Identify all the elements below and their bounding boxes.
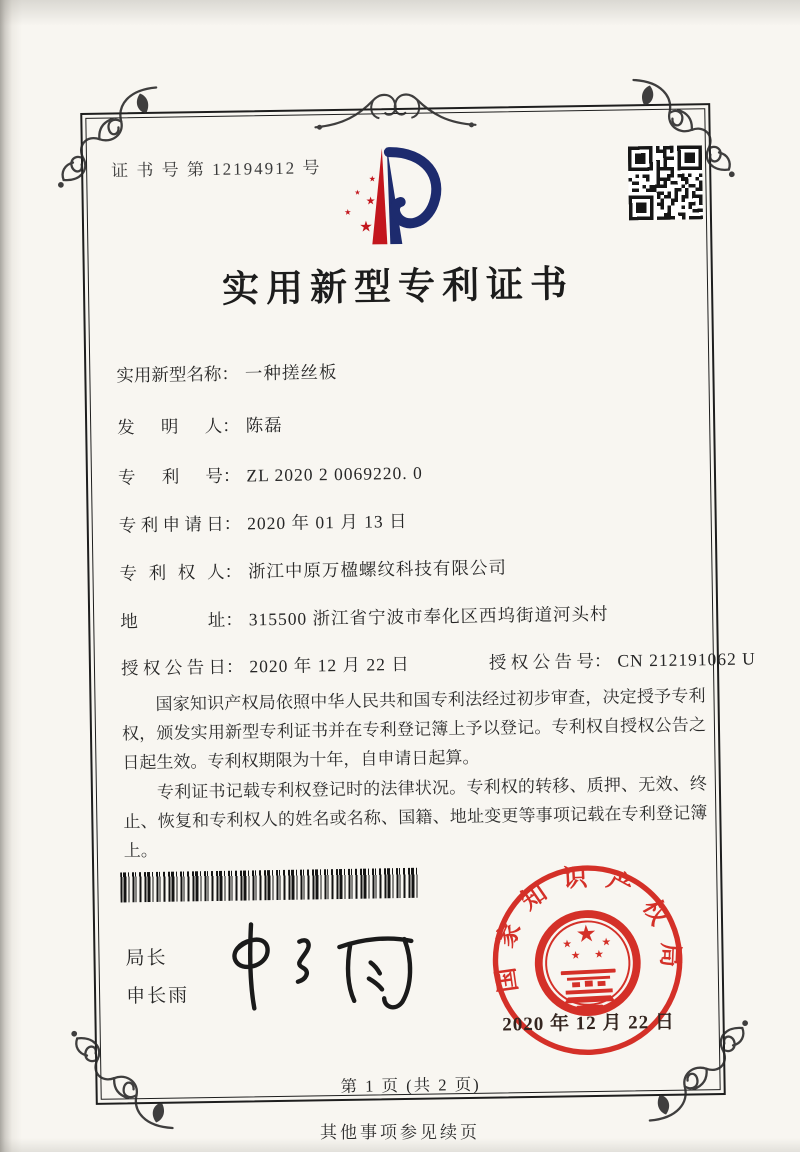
field-row-address [120,599,704,633]
barcode [120,868,418,903]
field-value: 一种搓丝板 [244,362,338,384]
star-icon: ★ [601,935,612,949]
colon: ： [225,656,244,677]
star-icon: ★ [368,174,376,184]
handwritten-signature [207,912,439,1016]
field-label: 发明人 [117,415,223,438]
field-value: CN 212191062 U [617,648,757,671]
qr-code [628,145,703,220]
certificate-title: 实用新型专利证书 [221,264,575,311]
page-indicator: 第 1 页 (共 2 页) [340,1074,481,1097]
field-row-inventor [117,405,701,439]
colon: ： [223,513,242,534]
field-row-patent-no [118,455,702,489]
seal-ring-text: 国家知识产权局 [490,863,684,994]
cnipa-logo-icon [320,135,452,262]
colon: ： [224,561,243,582]
official-seal [488,861,687,1060]
legal-paragraph-2: 专利证书记载专利权登记时的法律状况。专利权的转移、质押、无效、终止、恢复和专利权人的姓名或名称、国籍、地址变更等事项记载在专利登记簿上。 [123,773,708,861]
legal-text [121,681,708,866]
top-center-flourish-icon [309,81,482,136]
star-icon: ★ [344,207,352,217]
field-label: 实用新型名称 [116,363,222,386]
field-label: 专利申请日 [118,513,224,536]
field-value: 浙江中原万楹螺纹科技有限公司 [247,557,508,582]
certificate-border-frame [80,103,757,1105]
colon: ： [222,465,241,486]
grant-number-group [489,645,756,674]
star-icon: ★ [359,217,373,236]
field-row-patentee [119,551,703,585]
colon: ： [222,415,240,436]
field-value: 2020 年 01 月 13 日 [247,510,408,534]
continuation-note: 其他事项参见续页 [320,1123,480,1142]
signer-name: 申长雨 [125,985,190,1008]
star-icon: ★ [593,947,605,961]
star-icon: ★ [575,919,598,949]
star-icon: ★ [354,188,361,197]
colon: ： [221,363,240,384]
field-value: ZL 2020 2 0069220. 0 [246,462,423,486]
seal-date: 2020 年 12 月 22 日 [502,1011,676,1036]
field-value: 陈磊 [245,414,283,436]
field-label: 专利权人 [119,561,225,584]
field-row-name [116,353,700,387]
field-label: 地址 [120,609,226,632]
field-label: 专利号 [117,465,224,488]
star-icon: ★ [562,937,573,951]
star-icon: ★ [365,194,376,208]
signer-block [125,939,189,1016]
signer-title: 局长 [125,947,168,970]
star-icon: ★ [570,948,581,963]
field-row-filing-date [119,503,703,537]
colon: ： [225,609,243,630]
field-value: 315500 浙江省宁波市奉化区西坞街道河头村 [248,603,609,630]
field-label: 授权公告日 [120,656,227,679]
field-row-grant [120,646,757,680]
legal-paragraph-1: 国家知识产权局依照中华人民共和国专利法经过初步审查，决定授予专利权，颁发实用新型专利证书并在专利登记簿上予以登记。专利权自授权公告之日起生效。专利权期限为十年，自申请日起算。 [121,686,707,773]
national-emblem-icon [536,912,639,1015]
colon: ： [593,650,612,672]
certificate-number: 证 书 号 第 12194912 号 [111,158,322,181]
field-label: 授权公告号 [488,651,595,673]
field-value: 2020 年 12 月 22 日 [249,653,410,677]
